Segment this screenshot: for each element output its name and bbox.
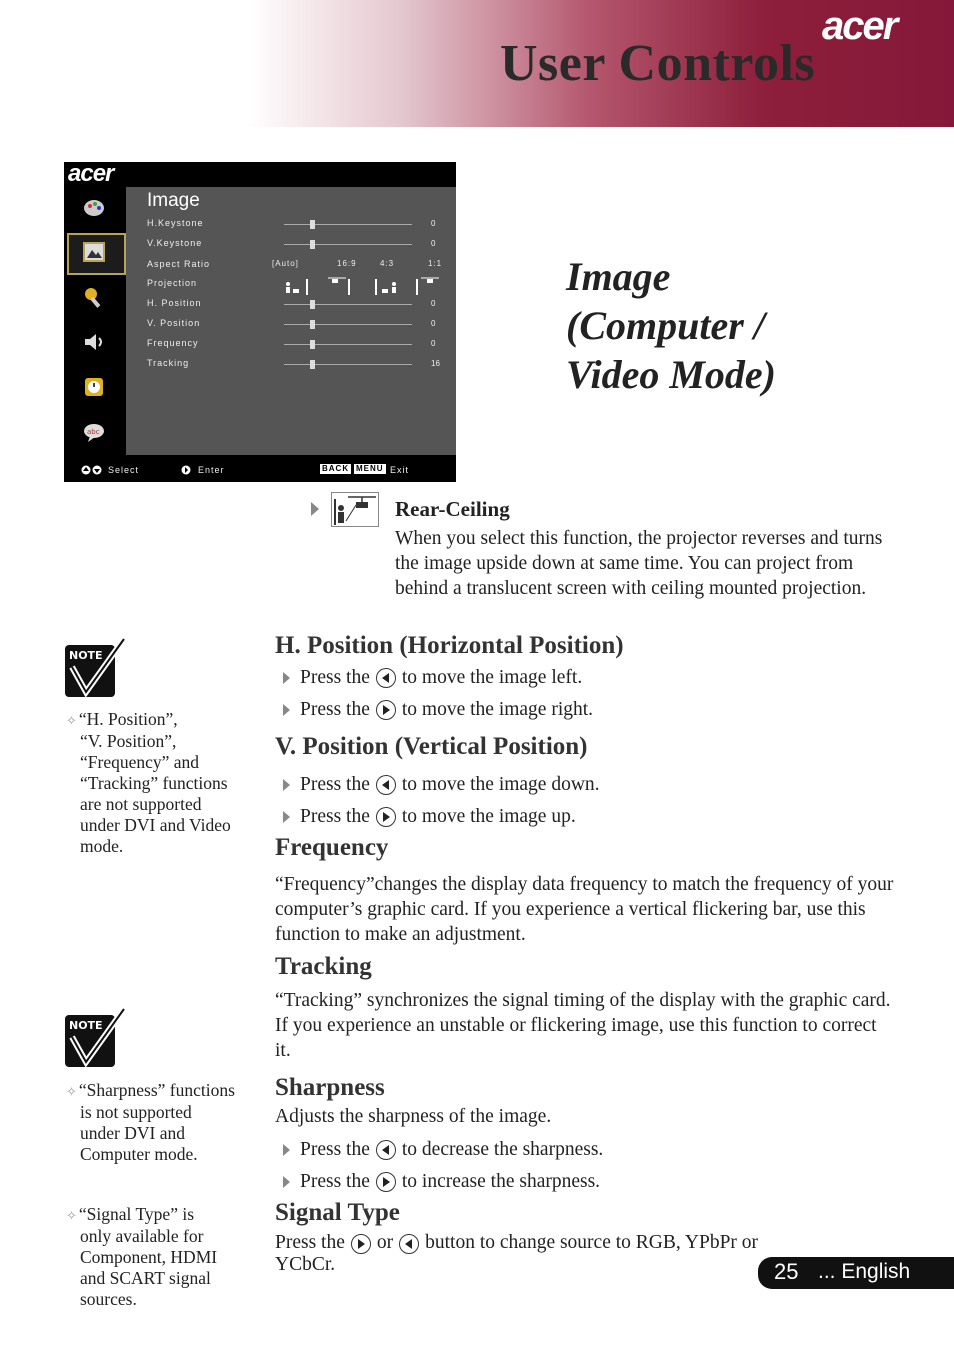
- diamond-bullet-icon: ✧: [66, 1208, 77, 1223]
- osd-row-projection: Projection: [147, 278, 198, 288]
- note-3-line: sources.: [80, 1289, 137, 1309]
- frequency-text: “Frequency”changes the display data frequency to match the frequency of your computer’s graphic card. If you experience a vertical flickering bar, use this function to make an adjustment.: [275, 874, 894, 945]
- h-right-text: to move the image right.: [401, 699, 594, 720]
- right-arrow-button-icon: [376, 1172, 396, 1192]
- osd-row-tracking: Tracking: [147, 358, 190, 368]
- press-text: Press the: [300, 667, 370, 688]
- note-1: [66, 709, 261, 857]
- svg-text:NOTE: NOTE: [69, 649, 103, 662]
- page-title: User Controls: [500, 35, 816, 92]
- osd-menu-screenshot: [64, 162, 456, 482]
- osd-row-v-keystone: V.Keystone: [147, 238, 203, 248]
- sharpness-decrease-item: [283, 1137, 603, 1163]
- audio-icon: [82, 330, 106, 354]
- bullet-arrow-icon: [283, 779, 290, 791]
- aspect-option-4-3: 4:3: [380, 259, 395, 268]
- settings-icon: [82, 285, 106, 309]
- sharpness-heading: Sharpness: [275, 1074, 385, 1101]
- signal-type-heading: Signal Type: [275, 1199, 400, 1226]
- osd-menu-button: MENU: [356, 464, 384, 473]
- note-3-line: Component, HDMI: [80, 1247, 218, 1267]
- right-arrow-button-icon: [351, 1234, 371, 1254]
- h-left-text: to move the image left.: [401, 667, 583, 688]
- press-text: Press the: [300, 699, 370, 720]
- note-2-line: Computer mode.: [80, 1144, 198, 1164]
- rear-ceiling-title: Rear-Ceiling: [395, 497, 510, 521]
- note-1-line: under DVI and Video: [80, 815, 231, 835]
- note-2: [66, 1080, 261, 1165]
- note-1-line: “V. Position”,: [80, 731, 177, 751]
- osd-row-v-position: V. Position: [147, 318, 201, 328]
- right-arrow-button-icon: [376, 807, 396, 827]
- rear-ceiling-bullet-icon: [311, 502, 319, 516]
- acer-logo: acer: [822, 4, 897, 48]
- v-position-heading: V. Position (Vertical Position): [275, 733, 588, 760]
- tracking-heading: Tracking: [275, 953, 372, 980]
- aspect-option-16-9: 16:9: [337, 259, 357, 268]
- diamond-bullet-icon: ✧: [66, 713, 77, 728]
- v-position-up-item: [283, 804, 576, 830]
- rear-ceiling-projection-icon: [331, 492, 379, 527]
- note-2-line: is not supported: [80, 1102, 192, 1122]
- osd-row-aspect-ratio: Aspect Ratio: [147, 259, 211, 269]
- bullet-arrow-icon: [283, 672, 290, 684]
- note-3: [66, 1204, 261, 1310]
- note-1-line: are not supported: [80, 794, 202, 814]
- press-text: Press the: [300, 774, 370, 795]
- note-1-line: mode.: [80, 836, 124, 856]
- v-keystone-slider: [284, 244, 412, 245]
- note-checkmark-icon: [64, 637, 126, 699]
- tracking-text: “Tracking” synchronizes the signal timing of the display with the graphic card. If you experience an unstable or flickering image, use this function to correct it.: [275, 990, 891, 1061]
- diamond-bullet-icon: ✧: [66, 1084, 77, 1099]
- osd-select-label: Select: [108, 465, 140, 475]
- svg-text:NOTE: NOTE: [69, 1019, 103, 1032]
- language-icon: [82, 420, 106, 444]
- page-footer: [758, 1257, 954, 1289]
- note-3-line: “Signal Type” is: [78, 1204, 195, 1224]
- osd-panel-title: Image: [147, 190, 200, 211]
- bullet-arrow-icon: [283, 1176, 290, 1188]
- v-up-text: to move the image up.: [401, 806, 576, 827]
- language-label: ... English: [818, 1260, 911, 1283]
- frequency-slider: [284, 344, 412, 345]
- bullet-arrow-icon: [283, 1144, 290, 1156]
- timer-icon: [82, 375, 106, 399]
- note-1-line: “Tracking” functions: [80, 773, 228, 793]
- tracking-slider: [284, 364, 412, 365]
- osd-footer: [64, 457, 456, 482]
- left-arrow-button-icon: [376, 1140, 396, 1160]
- osd-enter-label: Enter: [198, 465, 225, 475]
- tracking-value: 16: [431, 359, 440, 368]
- aspect-option-auto: [Auto]: [272, 259, 299, 268]
- v-position-down-item: [283, 772, 600, 798]
- h-position-value: 0: [431, 299, 436, 308]
- note-2-line: under DVI and: [80, 1123, 185, 1143]
- note-2-line: “Sharpness” functions: [78, 1080, 235, 1100]
- signal-type-line2-text: YCbCr.: [275, 1254, 336, 1275]
- front-ceiling-icon: [326, 276, 354, 296]
- up-down-icon: [81, 465, 103, 475]
- osd-row-frequency: Frequency: [147, 338, 199, 348]
- right-arrow-button-icon: [376, 700, 396, 720]
- left-arrow-button-icon: [376, 775, 396, 795]
- note-checkmark-icon: [64, 1007, 126, 1069]
- sharpness-text: Adjusts the sharpness of the image.: [275, 1106, 552, 1127]
- osd-image-panel: [126, 187, 456, 455]
- aspect-option-1-1: 1:1: [428, 259, 443, 268]
- section-title-line-1: Image: [566, 254, 671, 299]
- bullet-arrow-icon: [283, 811, 290, 823]
- osd-back-button: BACK: [322, 464, 350, 473]
- press-text: Press the: [300, 1139, 370, 1160]
- h-position-heading: H. Position (Horizontal Position): [275, 632, 624, 659]
- enter-icon: [181, 465, 191, 475]
- rear-desktop-icon: [372, 276, 400, 296]
- h-position-right-item: [283, 697, 593, 723]
- press-text: Press the: [300, 1171, 370, 1192]
- image-icon: [82, 240, 106, 264]
- osd-row-h-keystone: H.Keystone: [147, 218, 204, 228]
- v-keystone-value: 0: [431, 239, 436, 248]
- rear-ceiling-text: When you select this function, the projector reverses and turns the image upside down at same time. You can project from behind a translucent screen with ceiling mounted projection.: [395, 528, 883, 599]
- osd-exit-label: Exit: [390, 465, 410, 475]
- sharpness-increase-text: to increase the sharpness.: [401, 1171, 601, 1192]
- note-3-line: only available for: [80, 1226, 204, 1246]
- osd-sidebar: [64, 187, 126, 457]
- v-position-value: 0: [431, 319, 436, 328]
- section-title-line-2: (Computer /: [566, 303, 765, 348]
- v-position-slider: [284, 324, 412, 325]
- svg-text:abc: abc: [87, 428, 100, 436]
- signal-type-rest-text: button to change source to RGB, YPbPr or: [425, 1232, 759, 1253]
- osd-acer-logo: acer: [68, 160, 114, 187]
- section-title: [566, 252, 776, 399]
- left-arrow-button-icon: [399, 1234, 419, 1254]
- bullet-arrow-icon: [283, 704, 290, 716]
- v-down-text: to move the image down.: [401, 774, 600, 795]
- palette-icon: [82, 195, 106, 219]
- note-1-line: “Frequency” and: [80, 752, 200, 772]
- frequency-heading: Frequency: [275, 834, 389, 861]
- sharpness-increase-item: [283, 1169, 600, 1195]
- note-1-line: “H. Position”,: [78, 709, 178, 729]
- h-position-left-item: [283, 665, 582, 691]
- press-text: Press the: [300, 806, 370, 827]
- h-keystone-value: 0: [431, 219, 436, 228]
- note-3-line: and SCART signal: [80, 1268, 211, 1288]
- h-keystone-slider: [284, 224, 412, 225]
- frequency-value: 0: [431, 339, 436, 348]
- press-text: Press the: [275, 1232, 345, 1253]
- section-title-line-3: Video Mode): [566, 352, 776, 397]
- page-header: [0, 0, 954, 127]
- page-number: 25: [774, 1259, 799, 1284]
- sharpness-decrease-text: to decrease the sharpness.: [401, 1139, 604, 1160]
- front-desktop-icon: [284, 276, 312, 296]
- h-position-slider: [284, 304, 412, 305]
- or-text: or: [376, 1232, 394, 1253]
- rear-ceiling-icon: [413, 276, 441, 296]
- left-arrow-button-icon: [376, 668, 396, 688]
- osd-row-h-position: H. Position: [147, 298, 202, 308]
